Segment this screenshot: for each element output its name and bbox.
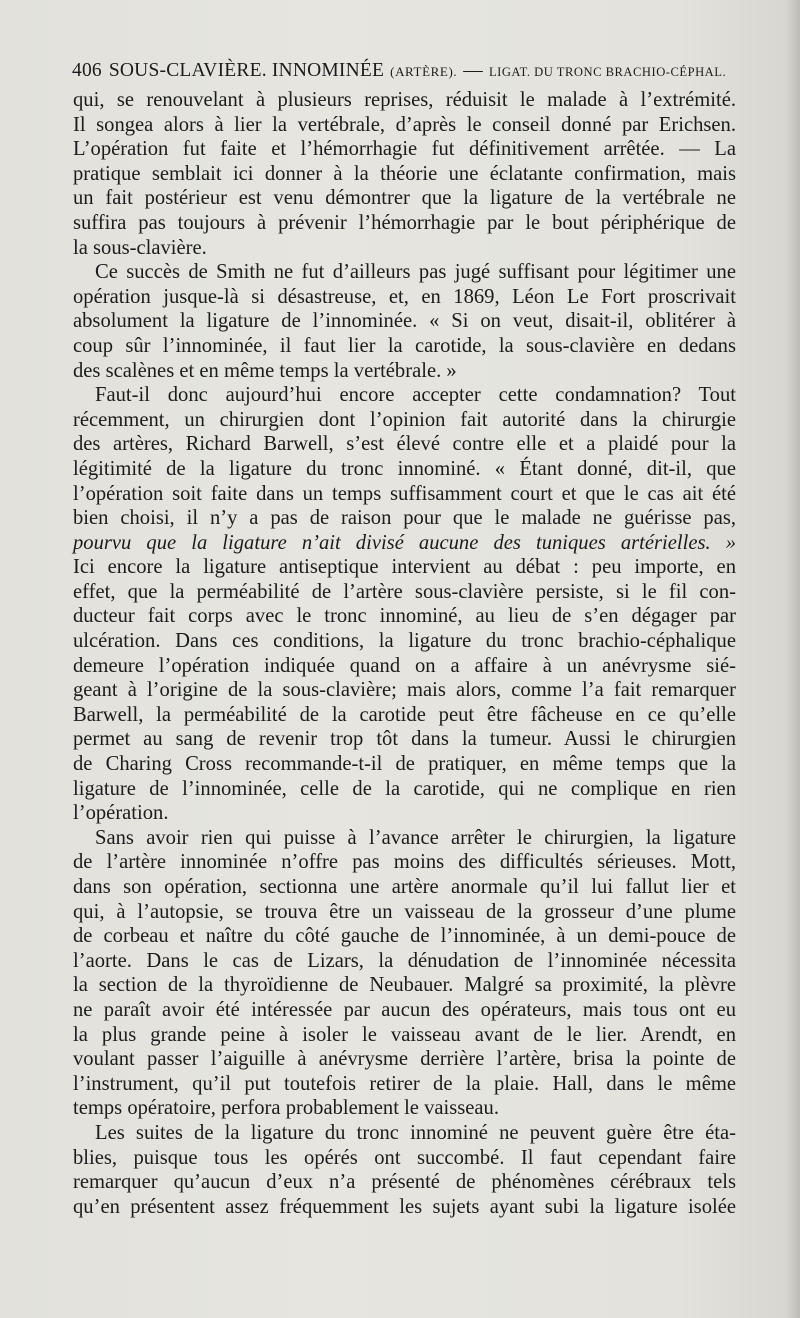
text-line: pratique semblait ici donner à la théorie une éclatante confirmation, mais [73, 162, 736, 185]
text-line: blies, puisque tous les opérés ont succombé. Il faut cependant faire [73, 1146, 736, 1169]
paragraph-start: Sans avoir rien qui puisse à l’avance arrêter le chirurgien, la ligature [95, 826, 736, 849]
text-line: temps opératoire, perfora probablement le vaisseau. [73, 1097, 500, 1120]
text-line: coup sûr l’innominée, il faut lier la carotide, la sous-clavière en dedans [73, 334, 736, 357]
paragraph-start: Faut-il donc aujourd’hui encore accepter cette condamnation? Tout [95, 384, 736, 407]
page-edge-shadow [786, 0, 800, 1318]
text-line: des scalènes et en même temps la vertébrale. » [73, 359, 457, 382]
text-line: ne paraît avoir été intéressée par aucun des opérateurs, mais tous ont eu [73, 998, 736, 1021]
text-line: geant à l’origine de la sous-clavière; mais alors, comme l’a fait remarquer [73, 679, 736, 702]
text-line: légitimité de la ligature du tronc innominé. « Étant donné, dit-il, que [73, 457, 736, 480]
running-header [72, 60, 740, 84]
text-line: absolument la ligature de l’innominée. « Si on veut, disait-il, oblitérer à [73, 310, 736, 333]
text-line: remarquer qu’aucun d’eux n’a présenté de phénomènes cérébraux tels [73, 1171, 736, 1194]
text-line: opération jusque-là si désastreuse, et, en 1869, Léon Le Fort proscrivait [73, 285, 736, 308]
header-title: SOUS-CLAVIÈRE. INNOMINÉE [108, 60, 385, 81]
text-line: ulcération. Dans ces conditions, la ligature du tronc brachio-céphalique [73, 630, 736, 653]
text-line: l’opération. [73, 802, 169, 825]
text-line: l’instrument, qu’il put toutefois retirer de la plaie. Hall, dans le même [73, 1072, 736, 1095]
paragraph-start: Ce succès de Smith ne fut d’ailleurs pas jugé suffisant pour légitimer une [95, 261, 736, 284]
text-line: demeure l’opération indiquée quand on a affaire à un anévrysme sié- [73, 654, 736, 677]
text-line: la sous-clavière. [73, 236, 207, 259]
text-line: l’opération soit faite dans un temps suffisamment court et que le cas ait été [73, 482, 736, 505]
text-line: voulant passer l’aiguille à anévrysme derrière l’artère, brisa la pointe de [73, 1048, 736, 1071]
text-line: un fait postérieur est venu démontrer que la ligature de la vertébrale ne [73, 187, 736, 210]
text-line: Ici encore la ligature antiseptique intervient au débat : peu importe, en [73, 556, 736, 579]
text-line: la plus grande peine à isoler le vaisseau avant de le lier. Arendt, en [73, 1023, 736, 1046]
text-line: de Charing Cross recommande-t-il de pratiquer, en même temps que la [73, 753, 736, 776]
text-line: ducteur fait corps avec le tronc innominé, au lieu de s’en dégager par [73, 605, 736, 628]
italic-quote-line: pourvu que la ligature n’ait divisé aucune des tuniques artérielles. » [73, 531, 736, 554]
text-line: de l’artère innominée n’offre pas moins des difficultés sérieuses. Mott, [73, 851, 736, 874]
text-line: ligature de l’innominée, celle de la carotide, qui ne complique en rien [73, 777, 736, 800]
text-line: la section de la thyroïdienne de Neubauer. Malgré sa proximité, la plèvre [73, 974, 736, 997]
text-line: Il songea alors à lier la vertébrale, d’après le conseil donné par Erichsen. [73, 113, 736, 136]
header-title-paren: (ARTÈRE). [390, 64, 458, 79]
text-line: qui, se renouvelant à plusieurs reprises, réduisit le malade à l’extrémité. [73, 89, 736, 111]
text-line: des artères, Richard Barwell, s’est élevé contre elle et a plaidé pour la [73, 433, 736, 456]
text-line: l’aorte. Dans le cas de Lizars, la dénudation de l’innominée nécessita [73, 949, 736, 972]
text-line: qu’en présentent assez fréquemment les sujets ayant subi la ligature isolée [73, 1195, 736, 1218]
header-dash: — [463, 60, 483, 81]
text-line: L’opération fut faite et l’hémorrhagie fut définitivement arrêtée. — La [73, 138, 736, 161]
text-line: Barwell, la perméabilité de la carotide peut être fâcheuse en ce qu’elle [73, 703, 736, 726]
text-line: permet au sang de revenir trop tôt dans la tumeur. Aussi le chirurgien [73, 728, 736, 751]
text-line: récemment, un chirurgien dont l’opinion fait autorité dans la chirurgie [73, 408, 736, 431]
text-line: de corbeau et naître du côté gauche de l’innominée, à un demi-pouce de [73, 925, 736, 948]
header-section: LIGAT. DU TRONC BRACHIO-CÉPHAL. [488, 65, 727, 79]
text-line: suffira pas toujours à prévenir l’hémorrhagie par le bout périphérique de [73, 211, 736, 234]
text-line: effet, que la perméabilité de l’artère sous-clavière persiste, si le fil con- [73, 580, 736, 603]
text-line: qui, à l’autopsie, se trouva être un vaisseau de la grosseur d’une plume [73, 900, 736, 923]
text-line: dans son opération, sectionna une artère anormale qu’il lui fallut lier et [73, 876, 736, 898]
page-number: 406 [72, 60, 102, 81]
paragraph-start: Les suites de la ligature du tronc innominé ne peuvent guère être éta- [95, 1121, 736, 1144]
body-text [73, 88, 736, 1219]
text-line: bien choisi, il n’y a pas de raison pour que le malade ne guérisse pas, [73, 507, 736, 530]
